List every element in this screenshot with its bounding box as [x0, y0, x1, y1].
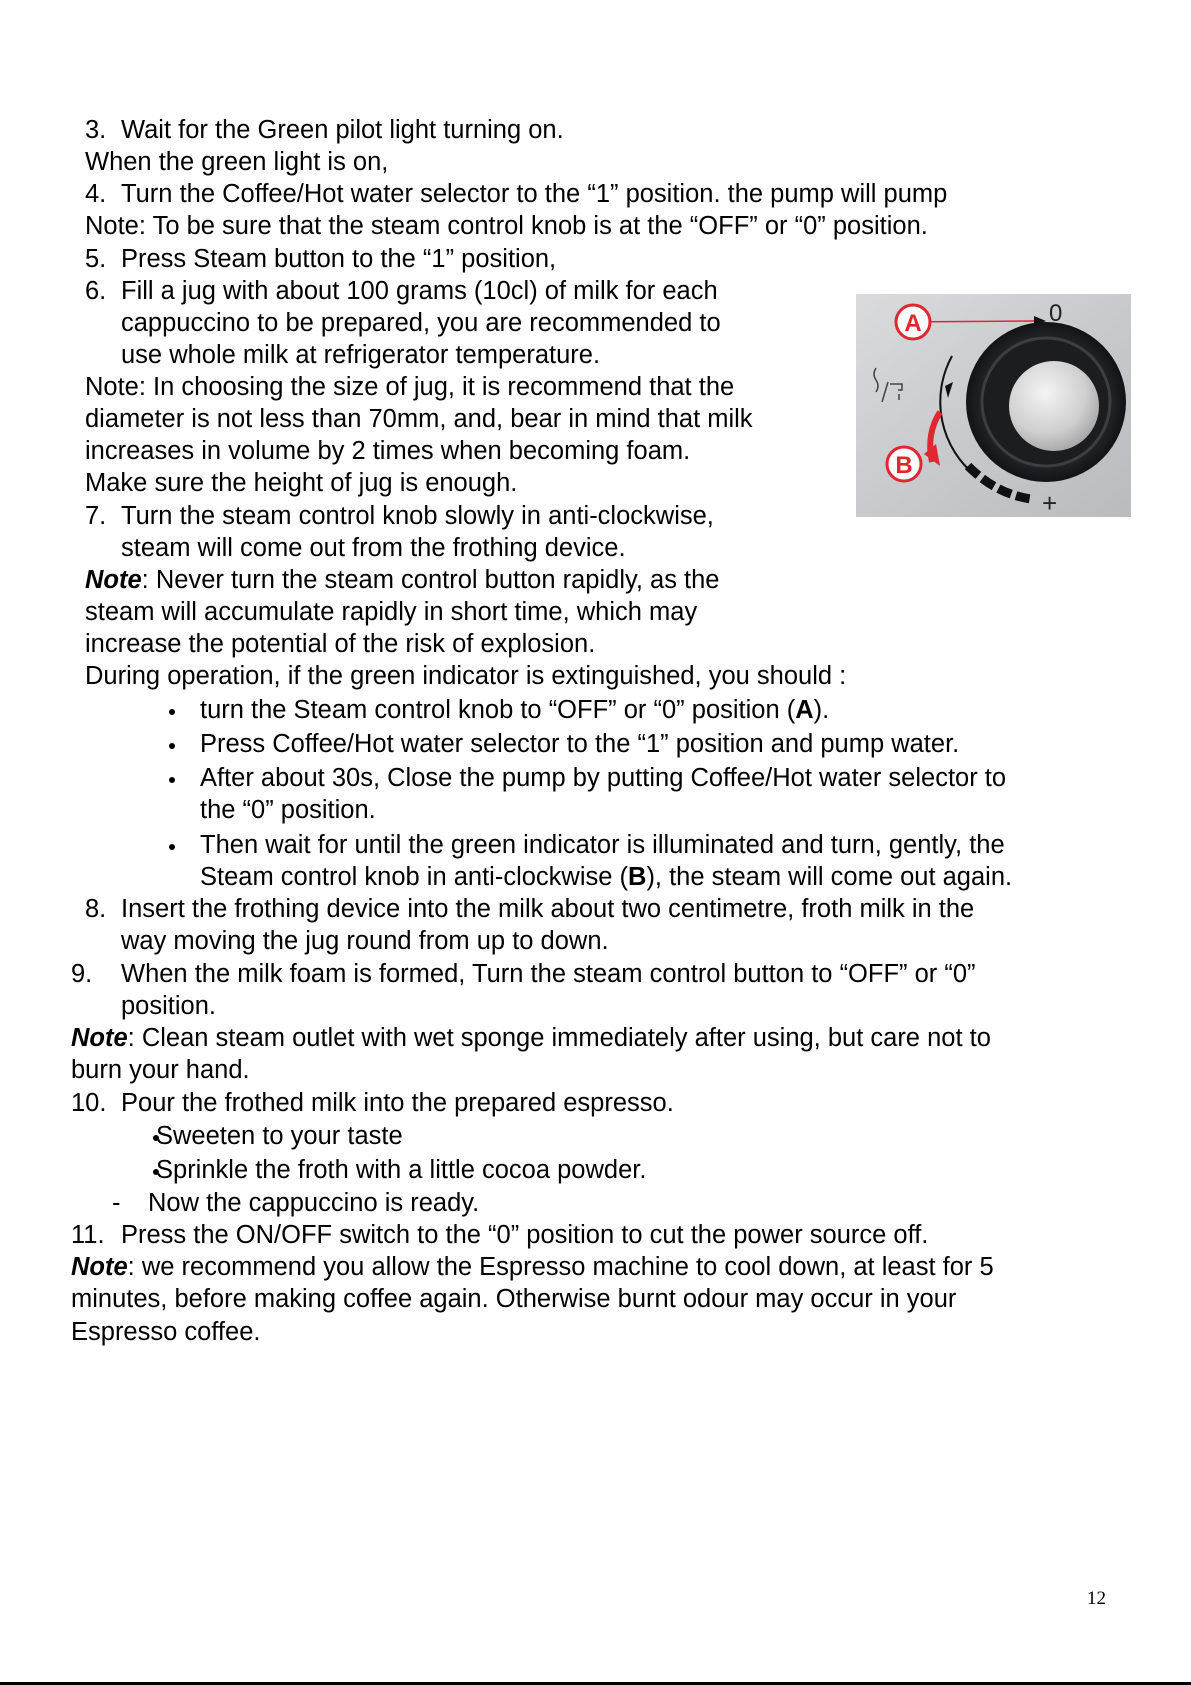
- step-text: Press Steam button to the “1” position,: [121, 245, 557, 273]
- bullet-1: [200, 694, 829, 726]
- label-zero: 0: [1049, 300, 1063, 327]
- bullet-6: Sprinkle the froth with a little cocoa powder.: [156, 1156, 647, 1184]
- step-8-line-2: way moving the jug round from up to down.: [121, 927, 609, 955]
- page-number: 12: [1087, 1588, 1106, 1609]
- bullet-icon: [169, 709, 175, 715]
- step-7: [85, 500, 714, 532]
- step-number: 7.: [85, 502, 107, 530]
- step-text: Insert the frothing device into the milk about two centimetre, froth milk in the: [121, 895, 975, 923]
- label-a: A: [904, 310, 922, 337]
- step-7-line-2: steam will come out from the frothing device.: [121, 534, 626, 562]
- bullet-text-end: ), the steam will come out again.: [646, 863, 1013, 891]
- step-number: 6.: [85, 277, 107, 305]
- step-9: [71, 958, 976, 990]
- step-9-line-2: position.: [121, 992, 216, 1020]
- bullet-3-line-1: After about 30s, Close the pump by putting Coffee/Hot water selector to: [200, 764, 1007, 792]
- note-cool-line-3: Espresso coffee.: [71, 1318, 261, 1346]
- steam-knob-figure: [856, 294, 1131, 517]
- step-text: Turn the steam control knob slowly in anti-clockwise,: [121, 502, 714, 530]
- note-knob-off: Note: To be sure that the steam control knob is at the “OFF” or “0” position.: [85, 212, 928, 240]
- label-plus: +: [1042, 488, 1058, 517]
- note-rapid-line-2: steam will accumulate rapidly in short time, which may: [85, 598, 698, 626]
- dash-marker: -: [112, 1189, 121, 1217]
- bullet-text: turn the Steam control knob to “OFF” or “0” position (: [200, 696, 796, 724]
- bullet-4-line-1: Then wait for until the green indicator is illuminated and turn, gently, the: [200, 831, 1005, 859]
- step-6: [85, 275, 718, 307]
- step-text: Turn the Coffee/Hot water selector to the “1” position. the pump will pump: [121, 180, 948, 208]
- step-text: Pour the frothed milk into the prepared espresso.: [121, 1089, 674, 1117]
- bullet-icon: [169, 743, 175, 749]
- step-11: [71, 1219, 929, 1251]
- note-jug-line-4: Make sure the height of jug is enough.: [85, 469, 518, 497]
- paragraph-green-light: When the green light is on,: [85, 148, 389, 176]
- steam-knob-illustration: [856, 294, 1131, 517]
- dash-item: [112, 1187, 480, 1219]
- step-number: 10.: [71, 1089, 107, 1117]
- note-clean-line-2: burn your hand.: [71, 1056, 250, 1084]
- note-cool-line-2: minutes, before making coffee again. Otherwise burnt odour may occur in your: [71, 1285, 957, 1313]
- bullet-text-end: ).: [813, 696, 830, 724]
- bullet-4-line-2: [200, 861, 1012, 893]
- step-text: Press the ON/OFF switch to the “0” position to cut the power source off.: [121, 1221, 929, 1249]
- note-label: Note: [71, 1253, 128, 1281]
- step-number: 11.: [71, 1221, 105, 1249]
- step-number: 3.: [85, 116, 107, 144]
- during-operation: During operation, if the green indicator is extinguished, you should :: [85, 662, 847, 690]
- step-5: [85, 243, 557, 275]
- step-number: 9.: [71, 960, 93, 988]
- dash-text: Now the cappuccino is ready.: [148, 1189, 480, 1217]
- note-rapid-line-3: increase the potential of the risk of explosion.: [85, 630, 596, 658]
- bullet-icon: [169, 844, 175, 850]
- step-text: Wait for the Green pilot light turning on.: [121, 116, 564, 144]
- note-jug-line-2: diameter is not less than 70mm, and, bear in mind that milk: [85, 405, 753, 433]
- note-label: Note: [71, 1024, 128, 1052]
- step-10: [71, 1087, 674, 1119]
- bullet-text: Steam control knob in anti-clockwise (: [200, 863, 629, 891]
- step-8: [85, 893, 975, 925]
- note-cool-line-1: [71, 1251, 994, 1283]
- note-text: : we recommend you allow the Espresso machine to cool down, at least for 5: [127, 1253, 994, 1281]
- bullet-3-line-2: the “0” position.: [200, 796, 376, 824]
- label-b: B: [628, 863, 647, 891]
- step-number: 8.: [85, 895, 107, 923]
- note-rapid-line-1: [85, 564, 720, 596]
- step-4: [85, 178, 948, 210]
- step-text: When the milk foam is formed, Turn the steam control button to “OFF” or “0”: [121, 960, 976, 988]
- note-text: : Clean steam outlet with wet sponge immediately after using, but care not to: [127, 1024, 991, 1052]
- bullet-text: Sweeten to your taste: [156, 1122, 403, 1150]
- note-label: Note: [85, 566, 142, 594]
- step-text: Fill a jug with about 100 grams (10cl) of milk for each: [121, 277, 718, 305]
- bullet-icon: [169, 777, 175, 783]
- step-6-line-2: cappuccino to be prepared, you are recommended to: [121, 309, 721, 337]
- label-b: B: [895, 452, 913, 479]
- knob-cap: [1009, 361, 1099, 451]
- note-clean-line-1: [71, 1022, 991, 1054]
- note-jug-line-3: increases in volume by 2 times when becoming foam.: [85, 437, 691, 465]
- step-number: 5.: [85, 245, 107, 273]
- note-text: : Never turn the steam control button rapidly, as the: [141, 566, 720, 594]
- step-number: 4.: [85, 180, 107, 208]
- note-jug-line-1: Note: In choosing the size of jug, it is recommend that the: [85, 373, 735, 401]
- step-6-line-3: use whole milk at refrigerator temperature.: [121, 341, 601, 369]
- step-3: [85, 114, 564, 146]
- bullet-2: Press Coffee/Hot water selector to the “1” position and pump water.: [200, 730, 960, 758]
- label-a: A: [795, 696, 814, 724]
